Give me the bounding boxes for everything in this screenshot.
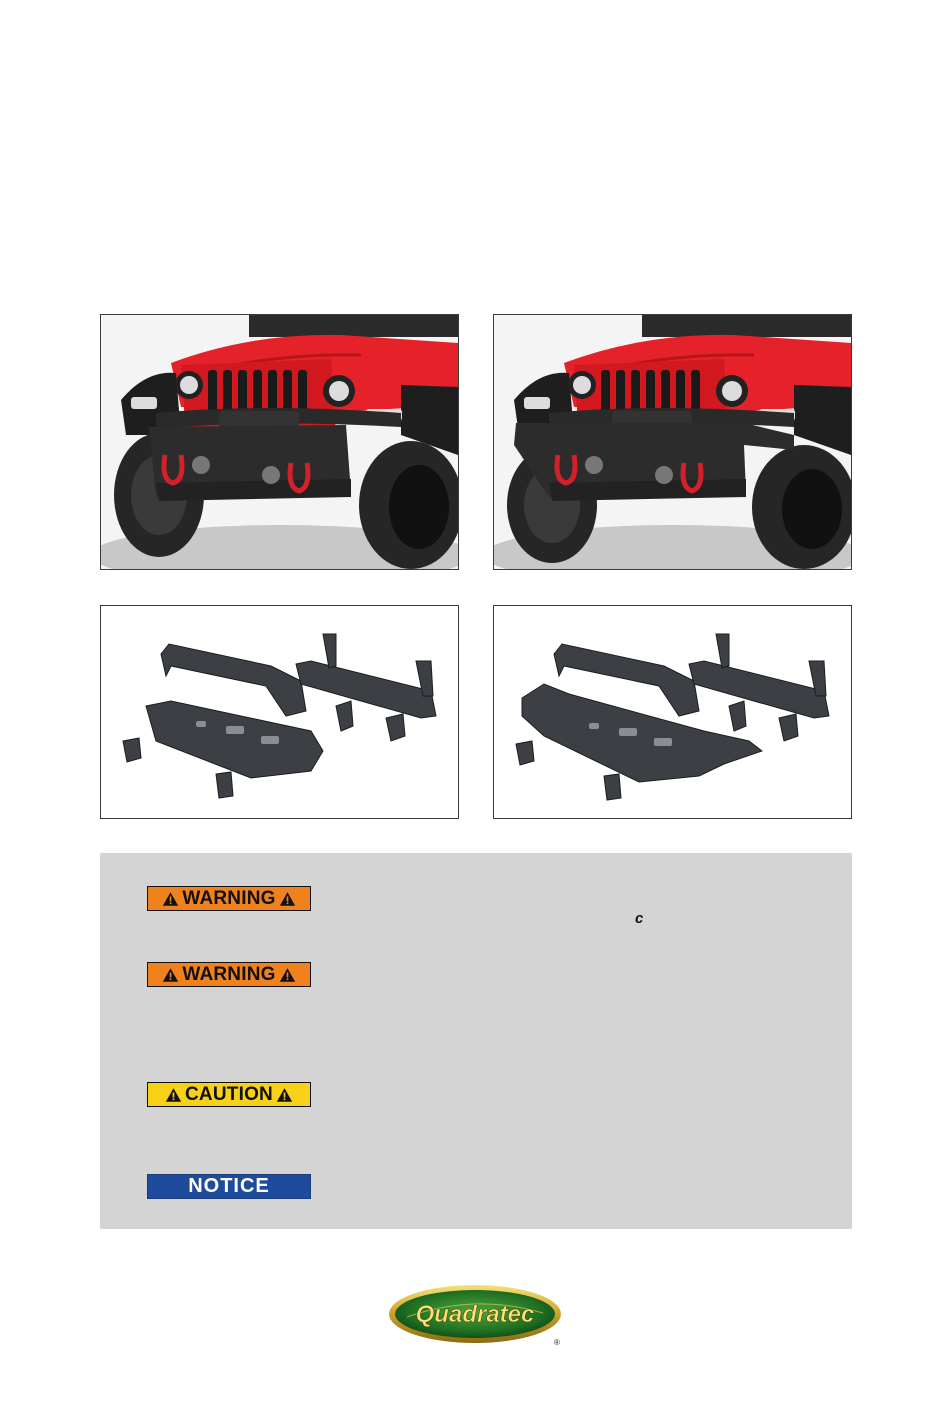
caution-signal bbox=[147, 1082, 311, 1107]
installed-bumper-photo-left bbox=[100, 314, 459, 570]
warning-signal bbox=[147, 886, 311, 911]
safety-notice-panel bbox=[100, 853, 852, 1229]
warning-triangle-icon bbox=[162, 967, 179, 983]
warning-triangle-icon bbox=[162, 891, 179, 907]
caution-label: CAUTION bbox=[185, 1083, 273, 1105]
warning-label: WARNING bbox=[182, 963, 276, 985]
quadratec-logo bbox=[387, 1283, 572, 1352]
warning-triangle-icon bbox=[279, 967, 296, 983]
notice-signal bbox=[147, 1174, 311, 1199]
bumper-parts-diagram-right bbox=[493, 605, 852, 819]
bumper-parts-diagram-left bbox=[100, 605, 459, 819]
installed-bumper-photo-right bbox=[493, 314, 852, 570]
caution-triangle-icon bbox=[276, 1087, 293, 1103]
warning-triangle-icon bbox=[279, 891, 296, 907]
stray-character: c bbox=[635, 910, 644, 927]
registered-mark: ® bbox=[554, 1338, 560, 1347]
warning-signal bbox=[147, 962, 311, 987]
notice-label: NOTICE bbox=[188, 1175, 270, 1197]
logo-wordmark: Quadratec bbox=[415, 1301, 535, 1328]
warning-label: WARNING bbox=[182, 887, 276, 909]
caution-triangle-icon bbox=[165, 1087, 182, 1103]
